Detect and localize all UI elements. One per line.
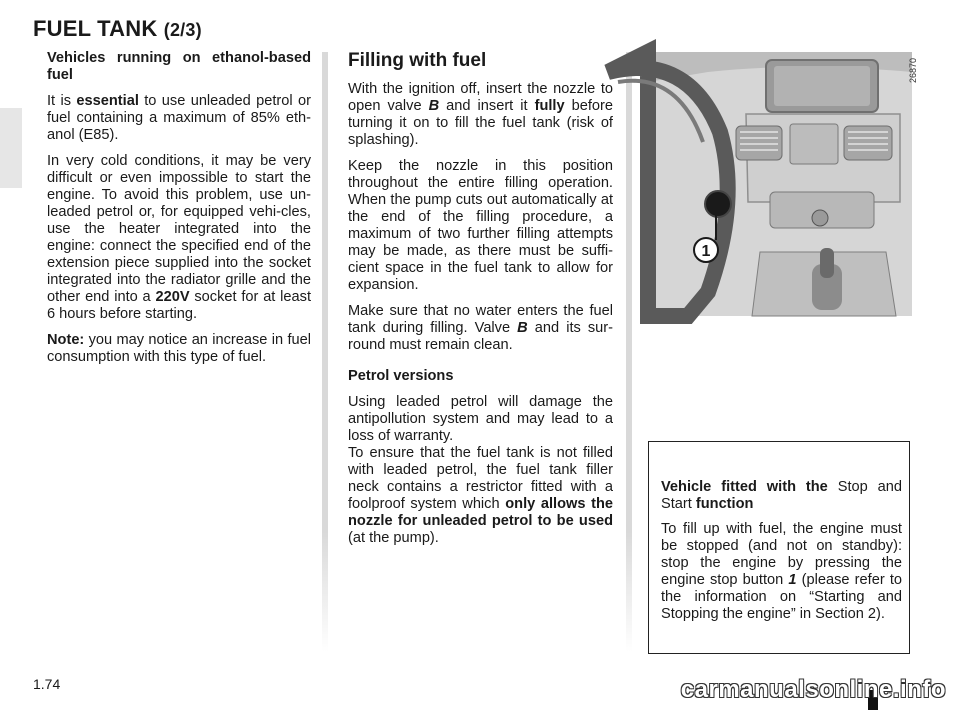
ethanol-para-1	[47, 93, 311, 144]
bold-run: essential	[76, 93, 139, 109]
bold-run: Note:	[47, 332, 85, 348]
title-text: FUEL TANK	[33, 16, 158, 41]
note-heading	[661, 479, 902, 513]
dashboard-figure	[648, 52, 918, 316]
text-run: and insert it	[439, 98, 535, 114]
note-content	[661, 479, 902, 631]
valve-label: B	[428, 98, 440, 114]
figure-code: 26870	[908, 58, 918, 84]
section-tab	[0, 108, 22, 188]
petrol-para-2	[348, 445, 613, 547]
filling-para-3	[348, 303, 613, 354]
bold-run: Vehicle fitted with the	[661, 479, 828, 495]
bold-run: 220V	[155, 289, 190, 305]
ethanol-para-2	[47, 153, 311, 323]
filling-heading: Filling with fuel	[348, 50, 487, 71]
middle-column	[348, 50, 613, 556]
text-run: To fill up with fuel, the engine must be stopped (and not on standby): stop the engine by pressing the engine stop button	[661, 521, 902, 588]
text-run: With the ignition off, insert the nozzle to open valve	[348, 81, 613, 114]
ethanol-note	[47, 332, 311, 366]
petrol-para-1: Using leaded petrol will damage the antipollution system and may lead to a loss of warranty.	[348, 394, 613, 444]
page-title	[33, 16, 202, 42]
text-run: Make sure that no water enters the fuel tank during filling. Valve	[348, 303, 613, 336]
title-part: (2/3)	[163, 20, 202, 40]
text-run: It is	[47, 93, 77, 109]
bold-run: function	[695, 496, 754, 512]
petrol-heading: Petrol versions	[348, 368, 454, 384]
text-run: (at the pump).	[348, 530, 439, 546]
text-run: Stop and Start	[661, 479, 903, 512]
text-run: you may notice an increase in fuel consumption with this type of fuel.	[47, 332, 311, 365]
text-run: and its sur-round must remain clean.	[348, 320, 613, 353]
text-run: before turning it on to fill the fuel tank (risk of splashing).	[348, 98, 613, 148]
dashboard-illustration	[648, 52, 912, 316]
text-run: To ensure that the fuel tank is not filled with leaded petrol, the fuel tank filler neck contains a restrictor fitted with a foolproof system which	[348, 445, 613, 512]
text-run: (please refer to the information on “Starting and Stopping the engine” in Section 2).	[661, 572, 902, 622]
column-divider	[626, 52, 632, 652]
bold-run: fully	[534, 98, 565, 114]
callout-number: 1	[701, 243, 711, 260]
page-number: 1.74	[33, 676, 61, 692]
text-run: to use unleaded petrol or fuel containing a maximum of 85% eth-anol (E85).	[47, 93, 311, 143]
text-run: In very cold conditions, it may be very difficult or even impossible to start the engine. To avoid this problem, use un-leaded petrol or, for equipped vehi-cles, use the heater integrated into the engine: connect the specified end of the extension piece supplied into the socket integrated into the radiator grille and the other end into a	[47, 153, 311, 305]
column-divider	[322, 52, 328, 652]
note-body	[661, 521, 902, 623]
watermark[interactable]: carmanualsonline.info	[680, 676, 946, 703]
button-ref: 1	[788, 572, 797, 588]
bold-run: only allows the nozzle for unleaded petrol to be used	[348, 496, 613, 529]
text-run: socket for at least 6 hours before starting.	[47, 289, 311, 322]
filling-para-2: Keep the nozzle in this position throughout the entire filling operation. When the pump cuts out automatically at the end of the filling procedure, a maximum of two further filling attempts may be made, as there must be suffi-cient space in the fuel tank to allow for expansion.	[348, 158, 613, 293]
left-column	[47, 50, 311, 375]
valve-label: B	[517, 320, 528, 336]
ethanol-heading: Vehicles running on ethanol-based fuel	[47, 50, 311, 83]
filling-para-1	[348, 81, 613, 149]
stop-start-note	[648, 441, 910, 654]
